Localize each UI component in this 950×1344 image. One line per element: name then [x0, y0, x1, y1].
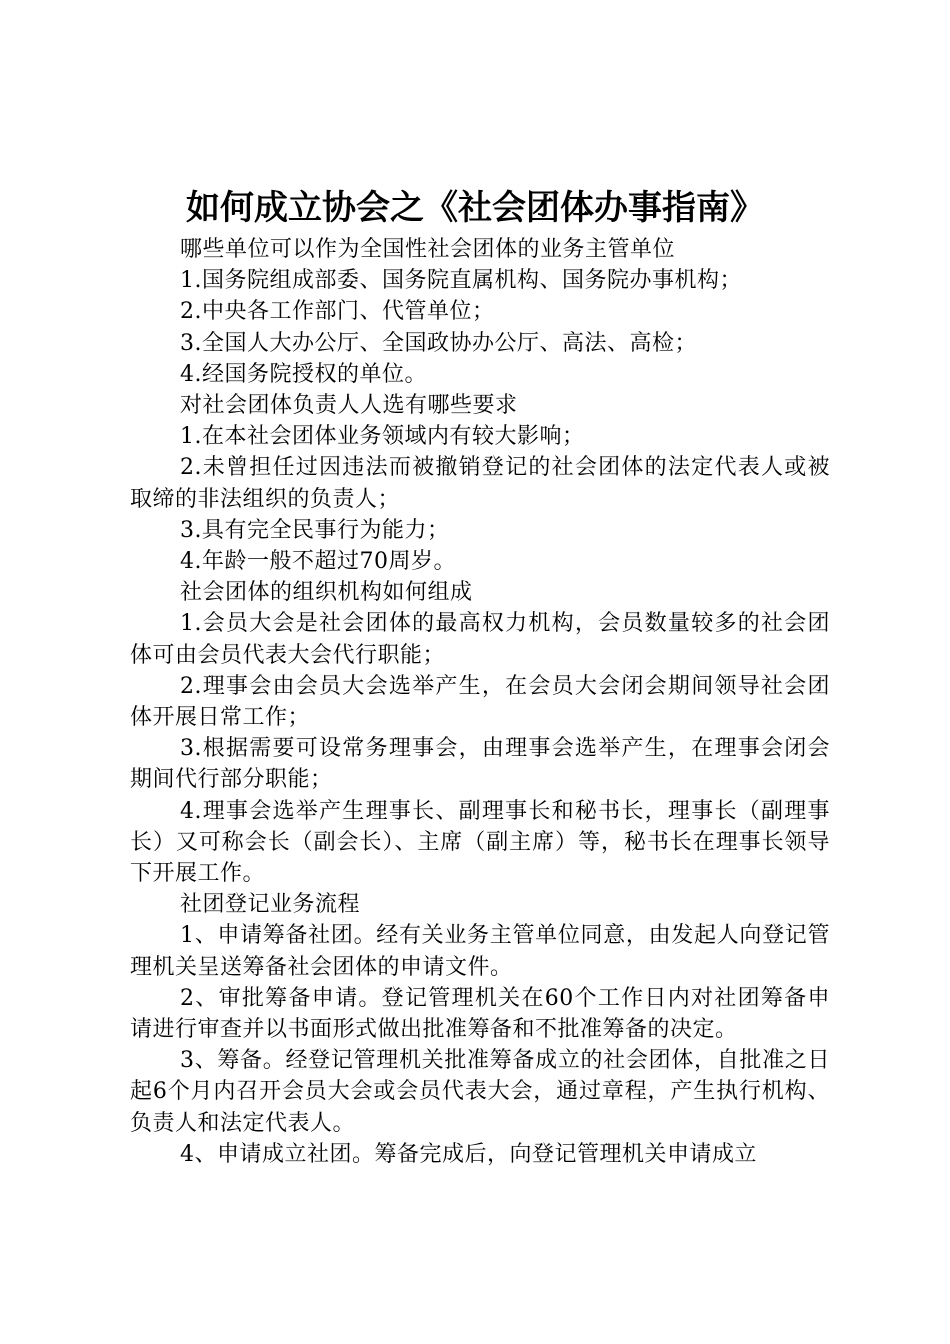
paragraph: 1.国务院组成部委、国务院直属机构、国务院办事机构；	[180, 268, 742, 294]
paragraph: 4.年龄一般不超过70周岁。	[180, 549, 456, 575]
paragraph: 2.理事会由会员大会选举产生，在会员大会闭会期间领导社会团体开展日常工作；	[130, 673, 830, 731]
section-heading-supervisory-units: 哪些单位可以作为全国性社会团体的业务主管单位	[180, 237, 676, 262]
section-heading-registration-process: 社团登记业务流程	[180, 892, 361, 918]
document-title: 如何成立协会之《社会团体办事指南》	[186, 188, 764, 228]
paragraph: 2.未曾担任过因违法而被撤销登记的社会团体的法定代表人或被取缔的非法组织的负责人；	[130, 455, 830, 512]
paragraph: 3.具有完全民事行为能力；	[180, 517, 450, 543]
paragraph: 1.会员大会是社会团体的最高权力机构，会员数量较多的社会团体可由会员代表大会代行职能；	[130, 611, 830, 668]
paragraph: 3、筹备。经登记管理机关批准筹备成立的社会团体，自批准之日起6个月内召开会员大会或会员代表大会，通过章程，产生执行机构、负责人和法定代表人。	[130, 1048, 830, 1136]
paragraph: 2.中央各工作部门、代管单位；	[180, 299, 495, 325]
paragraph: 3.全国人大办公厅、全国政协办公厅、高法、高检；	[180, 330, 697, 356]
paragraph: 4.经国务院授权的单位。	[180, 361, 427, 387]
document-body	[130, 234, 830, 1170]
paragraph: 4.理事会选举产生理事长、副理事长和秘书长，理事长（副理事长）又可称会长（副会长）、主席（副主席）等，秘书长在理事长领导下开展工作。	[130, 798, 830, 887]
paragraph: 1、申请筹备社团。经有关业务主管单位同意，由发起人向登记管理机关呈送筹备社会团体的申请文件。	[130, 923, 830, 980]
paragraph: 1.在本社会团体业务领域内有较大影响；	[180, 424, 585, 450]
paragraph: 2、审批筹备申请。登记管理机关在60个工作日内对社团筹备申请进行审查并以书面形式做出批准筹备和不批准筹备的决定。	[130, 985, 830, 1043]
section-heading-leader-requirements: 对社会团体负责人人选有哪些要求	[180, 393, 518, 419]
section-heading-organization: 社会团体的组织机构如何组成	[180, 580, 473, 606]
paragraph: 4、申请成立社团。筹备完成后，向登记管理机关申请成立	[180, 1141, 757, 1167]
paragraph: 3.根据需要可设常务理事会，由理事会选举产生，在理事会闭会期间代行部分职能；	[130, 736, 830, 793]
